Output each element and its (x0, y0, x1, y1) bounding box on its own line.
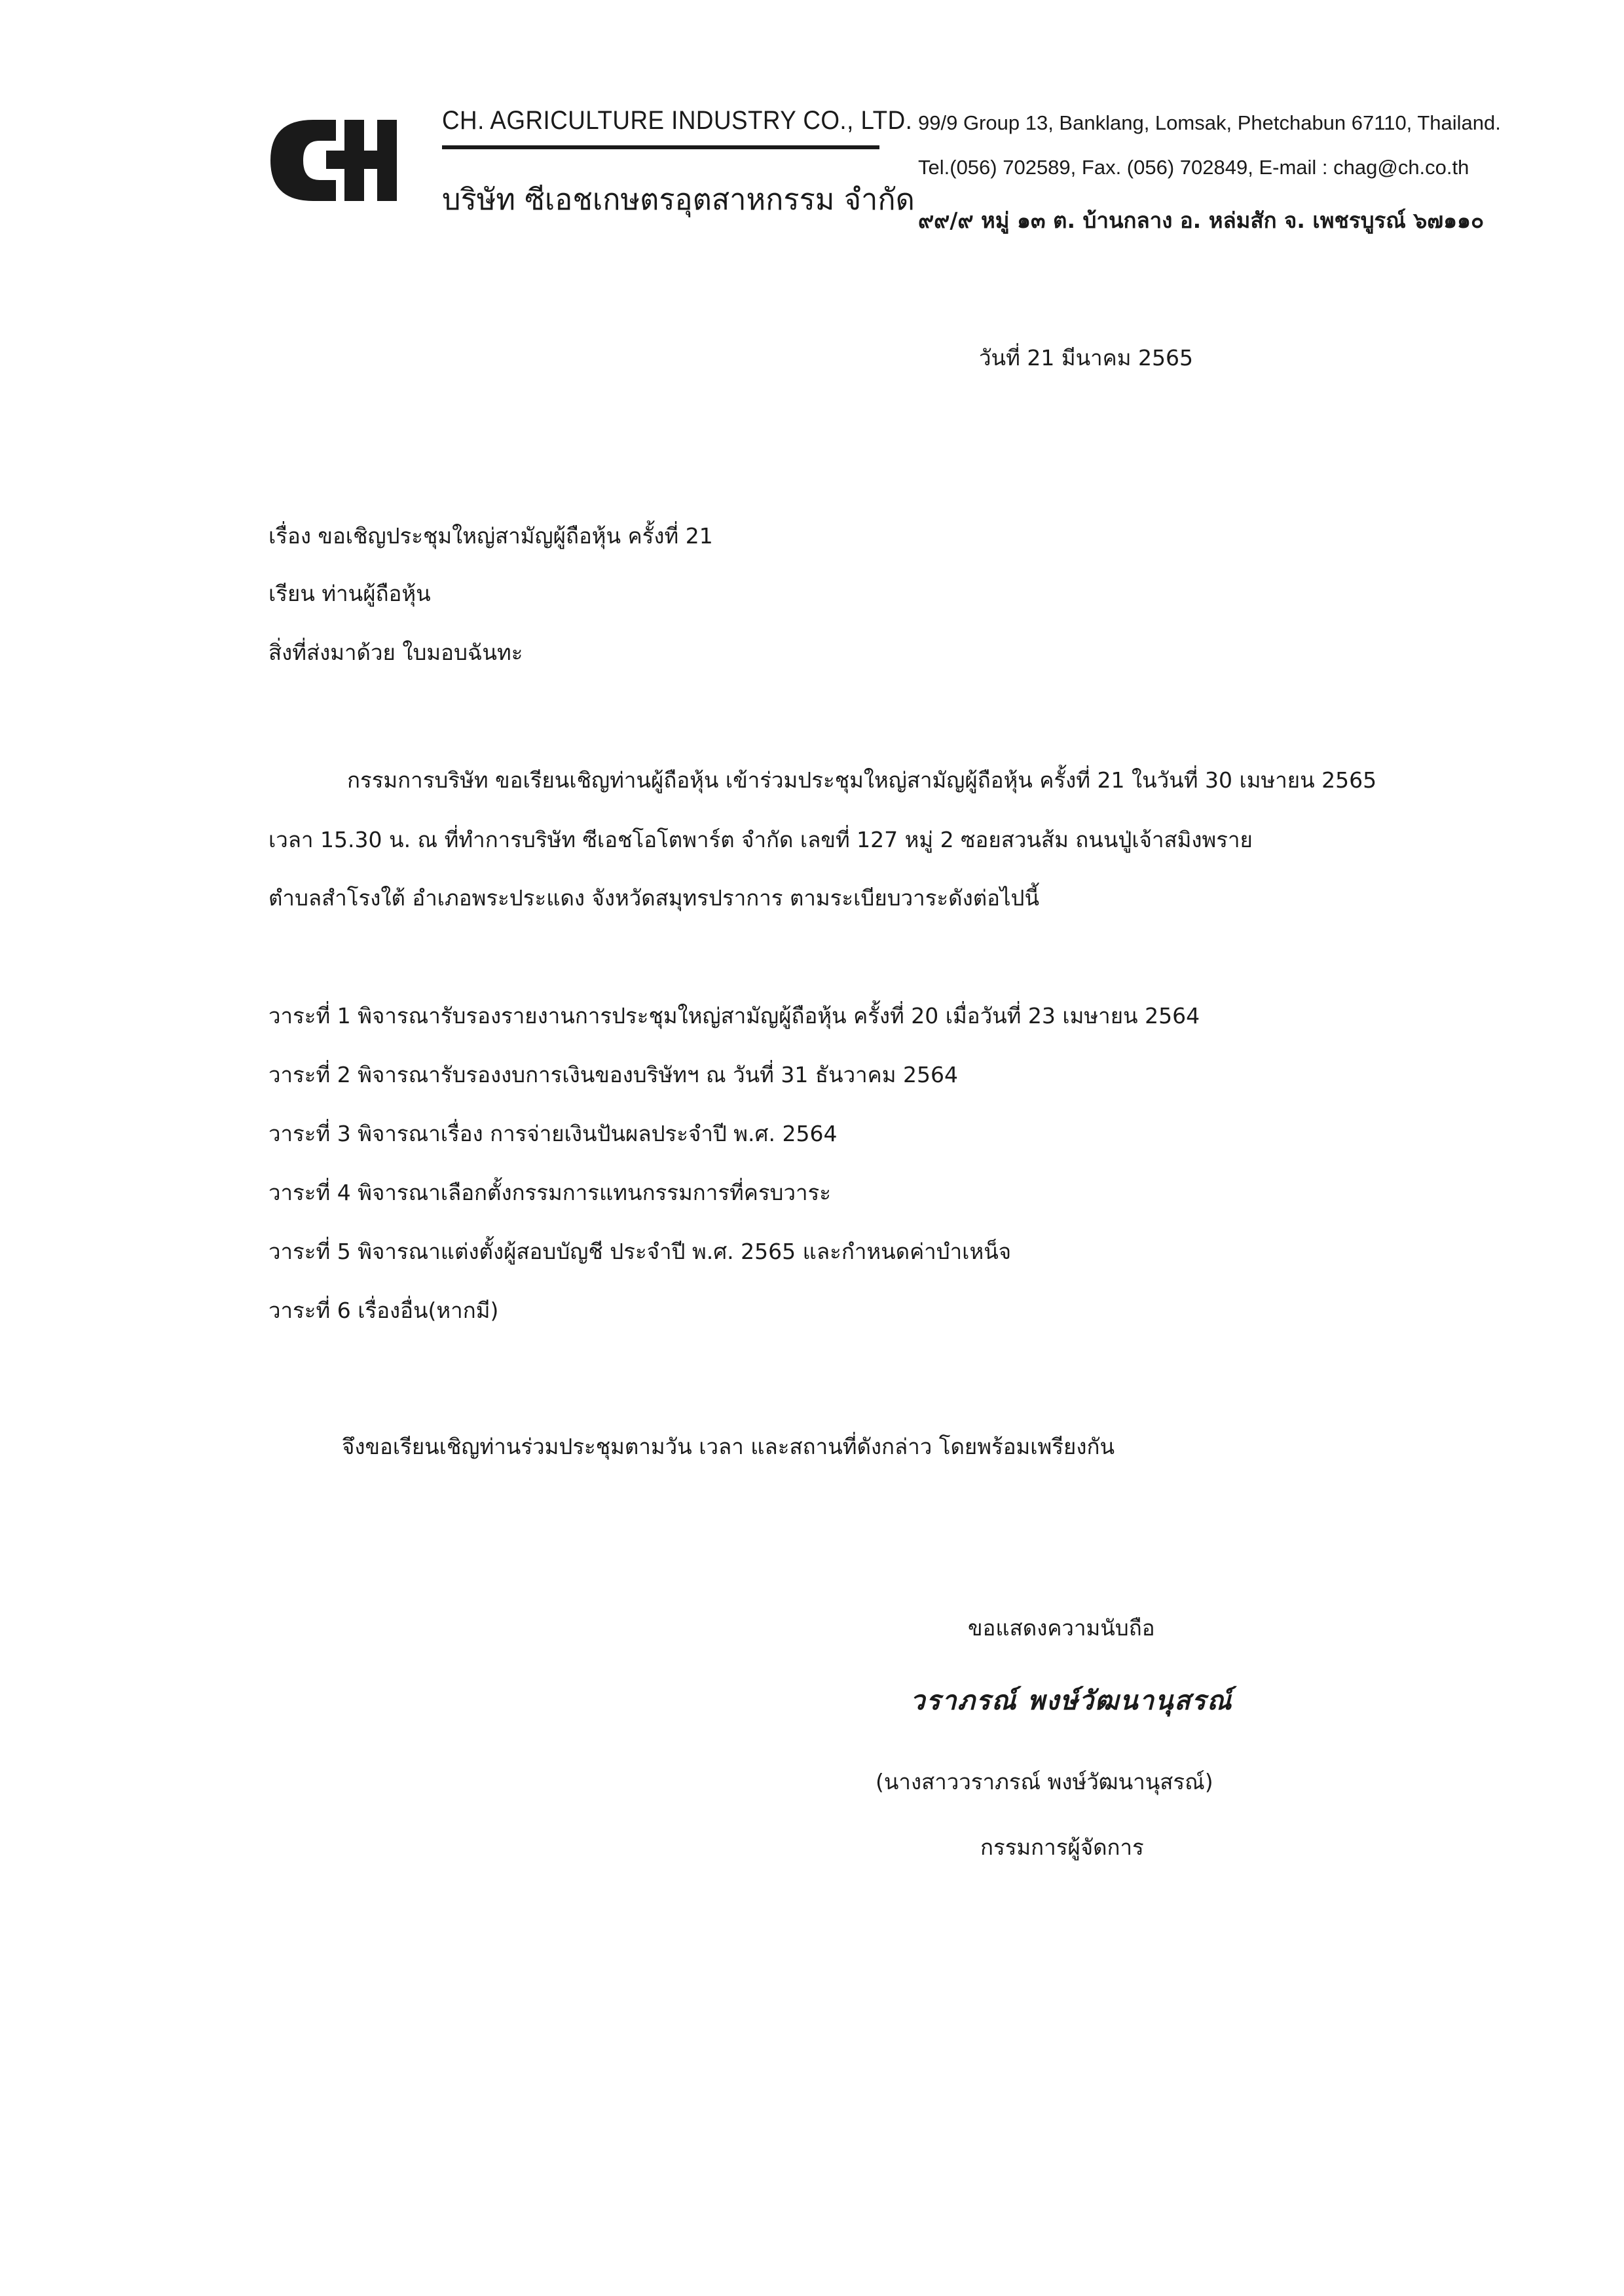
signatory-name: (นางสาววราภรณ์ พงษ์วัฒนานุสรณ์) (876, 1769, 1213, 1795)
company-address-th: ๙๙/๙ หมู่ ๑๓ ต. บ้านกลาง อ. หล่มสัก จ. เพชรบูรณ์ ๖๗๑๑๐ (918, 208, 1485, 233)
letterhead-divider (442, 145, 879, 149)
signature: วราภรณ์ พงษ์วัฒนานุสรณ์ (910, 1685, 1233, 1716)
company-contact: Tel.(056) 702589, Fax. (056) 702849, E-mail : chag@ch.co.th (918, 156, 1469, 179)
agenda-item: วาระที่ 4 พิจารณาเลือกตั้งกรรมการแทนกรรมการที่ครบวาระ (268, 1180, 831, 1205)
agenda-item: วาระที่ 2 พิจารณารับรองงบการเงินของบริษัทฯ ณ วันที่ 31 ธันวาคม 2564 (268, 1062, 958, 1087)
agenda-item: วาระที่ 5 พิจารณาแต่งตั้งผู้สอบบัญชี ประจำปี พ.ศ. 2565 และกำหนดค่าบำเหน็จ (268, 1239, 1012, 1264)
company-name-th: บริษัท ซีเอชเกษตรอุตสาหกรรม จำกัด (442, 182, 915, 217)
body-line: ตำบลสำโรงใต้ อำเภอพระประแดง จังหวัดสมุทรปราการ ตามระเบียบวาระดังต่อไปนี้ (268, 885, 1040, 911)
company-name-en: CH. AGRICULTURE INDUSTRY CO., LTD. (442, 106, 913, 135)
letter-enclosure: สิ่งที่ส่งมาด้วย ใบมอบฉันทะ (268, 640, 523, 665)
regards: ขอแสดงความนับถือ (968, 1615, 1155, 1641)
company-address-en: 99/9 Group 13, Banklang, Lomsak, Phetchabun 67110, Thailand. (918, 111, 1501, 134)
body-line: เวลา 15.30 น. ณ ที่ทำการบริษัท ซีเอชโอโตพาร์ต จำกัด เลขที่ 127 หมู่ 2 ซอยสวนส้ม ถนนปู่เจ้าสมิงพราย (268, 827, 1253, 852)
letter-subject: เรื่อง ขอเชิญประชุมใหญ่สามัญผู้ถือหุ้น ครั้งที่ 21 (268, 523, 713, 549)
company-logo (267, 115, 401, 206)
letter-date: วันที่ 21 มีนาคม 2565 (979, 345, 1193, 371)
agenda-item: วาระที่ 6 เรื่องอื่น(หากมี) (268, 1298, 499, 1323)
agenda-item: วาระที่ 3 พิจารณาเรื่อง การจ่ายเงินปันผลประจำปี พ.ศ. 2564 (268, 1121, 838, 1146)
closing-paragraph: จึงขอเรียนเชิญท่านร่วมประชุมตามวัน เวลา และสถานที่ดังกล่าว โดยพร้อมเพรียงกัน (342, 1434, 1115, 1459)
body-line: กรรมการบริษัท ขอเรียนเชิญท่านผู้ถือหุ้น เข้าร่วมประชุมใหญ่สามัญผู้ถือหุ้น ครั้งที่ 21 ในวันที่ 30 เมษายน 2565 (347, 767, 1377, 793)
agenda-item: วาระที่ 1 พิจารณารับรองรายงานการประชุมใหญ่สามัญผู้ถือหุ้น ครั้งที่ 20 เมื่อวันที่ 23 เมษายน 2564 (268, 1003, 1200, 1029)
signatory-title: กรรมการผู้จัดการ (980, 1834, 1144, 1860)
letter-recipient: เรียน ท่านผู้ถือหุ้น (268, 581, 431, 606)
